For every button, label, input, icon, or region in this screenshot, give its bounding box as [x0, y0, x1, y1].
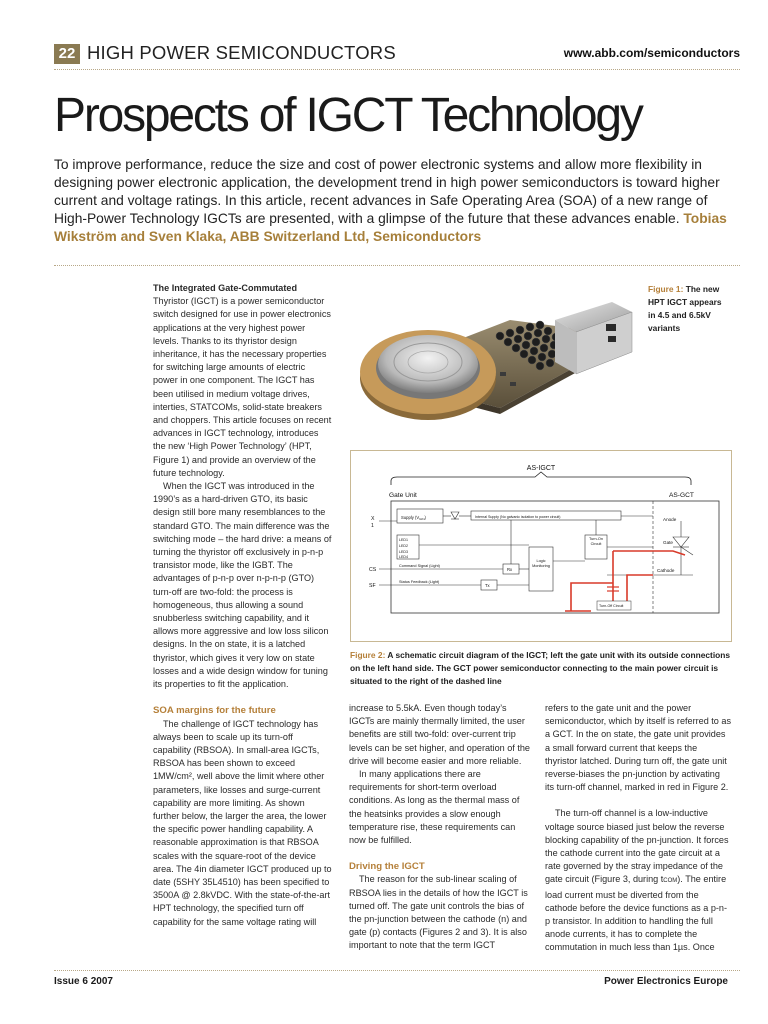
article-intro: [54, 156, 740, 246]
diagram-anode: Anode: [663, 517, 677, 522]
col3-paragraph-2: The turn-off channel is a low-inductive voltage source biased just below the reverse blocking capability of the pn-junction. It forces the cathode current into the gate circuit at a rate governed by the stray impedance of the gate circuit (Figure 3, during tCOM). The entire load current must be diverted from the cathode before the device functions as a p-n-p transistor. In addition to handling the full anode currents, it has to complete the commutation in much less than 1µs. Once: [545, 808, 729, 953]
column-2: [349, 702, 532, 953]
diagram-as-gct: AS-GCT: [669, 492, 694, 499]
figure-2-label: Figure 2:: [350, 650, 386, 660]
figure-1-label: Figure 1:: [648, 284, 684, 294]
footer-divider: [54, 970, 740, 971]
diagram-sf: SF: [369, 583, 376, 589]
diagram-led-2: LED2: [399, 544, 408, 548]
diagram-status: Status Feedback (Light): [399, 580, 440, 584]
section-title: HIGH POWER SEMICONDUCTORS: [87, 42, 396, 63]
col2-heading: Driving the IGCT: [349, 861, 425, 873]
figure-1-caption-text: The new HPT IGCT appears in 4.5 and 6.5kV variants: [648, 284, 722, 333]
article-title: Prospects of IGCT Technology: [54, 89, 642, 142]
footer-issue: Issue 6 2007: [54, 976, 113, 987]
diagram-led-3: LED3: [399, 550, 408, 554]
diagram-cathode: Cathode: [657, 568, 675, 573]
header-divider: [54, 69, 740, 70]
diagram-cs: CS: [369, 567, 377, 573]
col1-paragraph-2: When the IGCT was introduced in the 1990’s as a hard-driven GTO, its basic design still bore many resemblances to the standard GTO. The main difference was the switching mode – the hard drive: a means of turning the thyristor off exclusively in p-n-p transistor mode, like the IGBT. The advantages of p-n-p over n-p-n-p (GTO) turn-off are two-fold: the process is homogeneous, thus allowing a sound snubberless switching capability, and it allows more aggressive and low loss silicon designs. In the on state, it is a latched thyristor, which gives it very low on state losses and a wide design window for tuning its properties to fit the application.: [153, 481, 332, 690]
intro-text: To improve performance, reduce the size and cost of power electronic systems and allow more flexibility in designing power electronic application, the development trend in high power semiconductors is toward higher current and voltage ratings. In this article, recent advances in Safe Operating Area (SOA) of a new range of High-Power Technology IGCTs are presented, with a glimpse of the future that these advances enable.: [54, 157, 720, 226]
figure-2-diagram: [350, 450, 732, 642]
col1-heading: SOA margins for the future: [153, 705, 276, 717]
diagram-command: Command Signal (Light): [399, 564, 440, 568]
intro-divider: [54, 265, 740, 266]
diagram-tx: Tx: [485, 583, 490, 588]
diagram-led-4: LED4: [399, 555, 408, 559]
diagram-gate-unit: Gate Unit: [389, 492, 417, 499]
col2-paragraph-1: increase to 5.5kA. Even though today’s IGCTs are mainly thermally limited, the user benefits are still two-fold: over-current trip levels can be set higher, and operation of the drive will become easier and more reliable.: [349, 703, 530, 766]
article-authors: Tobias Wikström and Sven Klaka, ABB Switzerland Ltd, Semiconductors: [54, 211, 727, 244]
figure-2-caption-text: A schematic circuit diagram of the IGCT; left the gate unit with its outside connections on the left hand side. The GCT power semiconductor connecting to the main power circuit is situated to the right of the dashed line: [350, 650, 731, 686]
diagram-turn-off: Turn-Off Circuit: [599, 604, 624, 608]
diagram-internal-supply: Internal Supply (No galvanic isolation to power circuit): [475, 515, 561, 519]
diagram-x: X: [371, 516, 375, 522]
diagram-one: 1: [371, 523, 374, 529]
diagram-turn-on: Turn-On Circuit: [589, 537, 603, 546]
column-1: [153, 282, 332, 929]
figure-2-caption: [350, 649, 732, 688]
column-3: [545, 702, 731, 955]
col2-paragraph-2: In many applications there are requirements for short-term overload conditions. As long as the thermal mass of the heatsinks provides a slow enough temperature rise, these requirements can now be fulfilled.: [349, 769, 520, 846]
figure-1-caption: [648, 283, 730, 335]
diagram-supply: Supply $(V_{GIN})$: [401, 515, 426, 521]
diagram-gate: Gate: [663, 540, 673, 545]
header-url[interactable]: www.abb.com/semiconductors: [563, 46, 740, 60]
col1-paragraph-3: The challenge of IGCT technology has always been to scale up its turn-off capability (RBSOA). In small-area IGCTs, RBSOA has been shown to exceed 1MW/cm², well above the limit where other parameters, like losses and surge-current capability are more limiting. As shown further below, the larger the area, the lower the specific power handling capability. A reasonable approximation is that RBSOA scales with the square-root of the device area. The 4in diameter IGCT produced up to date (5SHY 35L4510) has been specified to 3500A @ 2.8kVDC. With the state-of-the-art HPT technology, the specified turn off capability for the same voltage rating will: [153, 718, 332, 927]
figure-1-image: [350, 278, 640, 438]
col1-lead: The Integrated Gate-Commutated: [153, 283, 297, 293]
col3-paragraph-1: refers to the gate unit and the power semiconductor, which by itself is referred to as a GCT. In the on state, the gate unit provides a small forward current that keeps the thyristor latched. During turn off, the gate unit reverse-biases the pn-junction by activating its turn-off channel, marked in red in Figure 2.: [545, 703, 731, 793]
diagram-rx: Rx: [507, 567, 513, 572]
footer-publication: Power Electronics Europe: [604, 976, 728, 987]
page-number: 22: [54, 44, 80, 64]
col2-paragraph-3: The reason for the sub-linear scaling of RBSOA lies in the details of how the IGCT is turned off. The gate unit controls the bias of the pn-junction between the cathode (n) and gate (p) contacts (Figures 2 and 3). It is also important to note that the term IGCT: [349, 874, 528, 951]
diagram-top-label: AS-IGCT: [526, 465, 556, 472]
diagram-led-1: LED1: [399, 538, 408, 542]
diagram-logic: Logic Monitoring: [532, 559, 550, 568]
col1-paragraph-1: Thyristor (IGCT) is a power semiconductor switch designed for use in power electronics applications at the very highest power levels. Thanks to its thyristor design inheritance, it has the necessary properties for switching large amounts of electric power in one component. The IGCT has been utilised in medium voltage drives, interties, STATCOMs, solid-state breakers and choppers. This article focuses on recent advances in IGCT technology, introduces the new ‘High Power Technology’ (HPT, Figure 1) and provide an overview of the future technology.: [153, 296, 332, 478]
